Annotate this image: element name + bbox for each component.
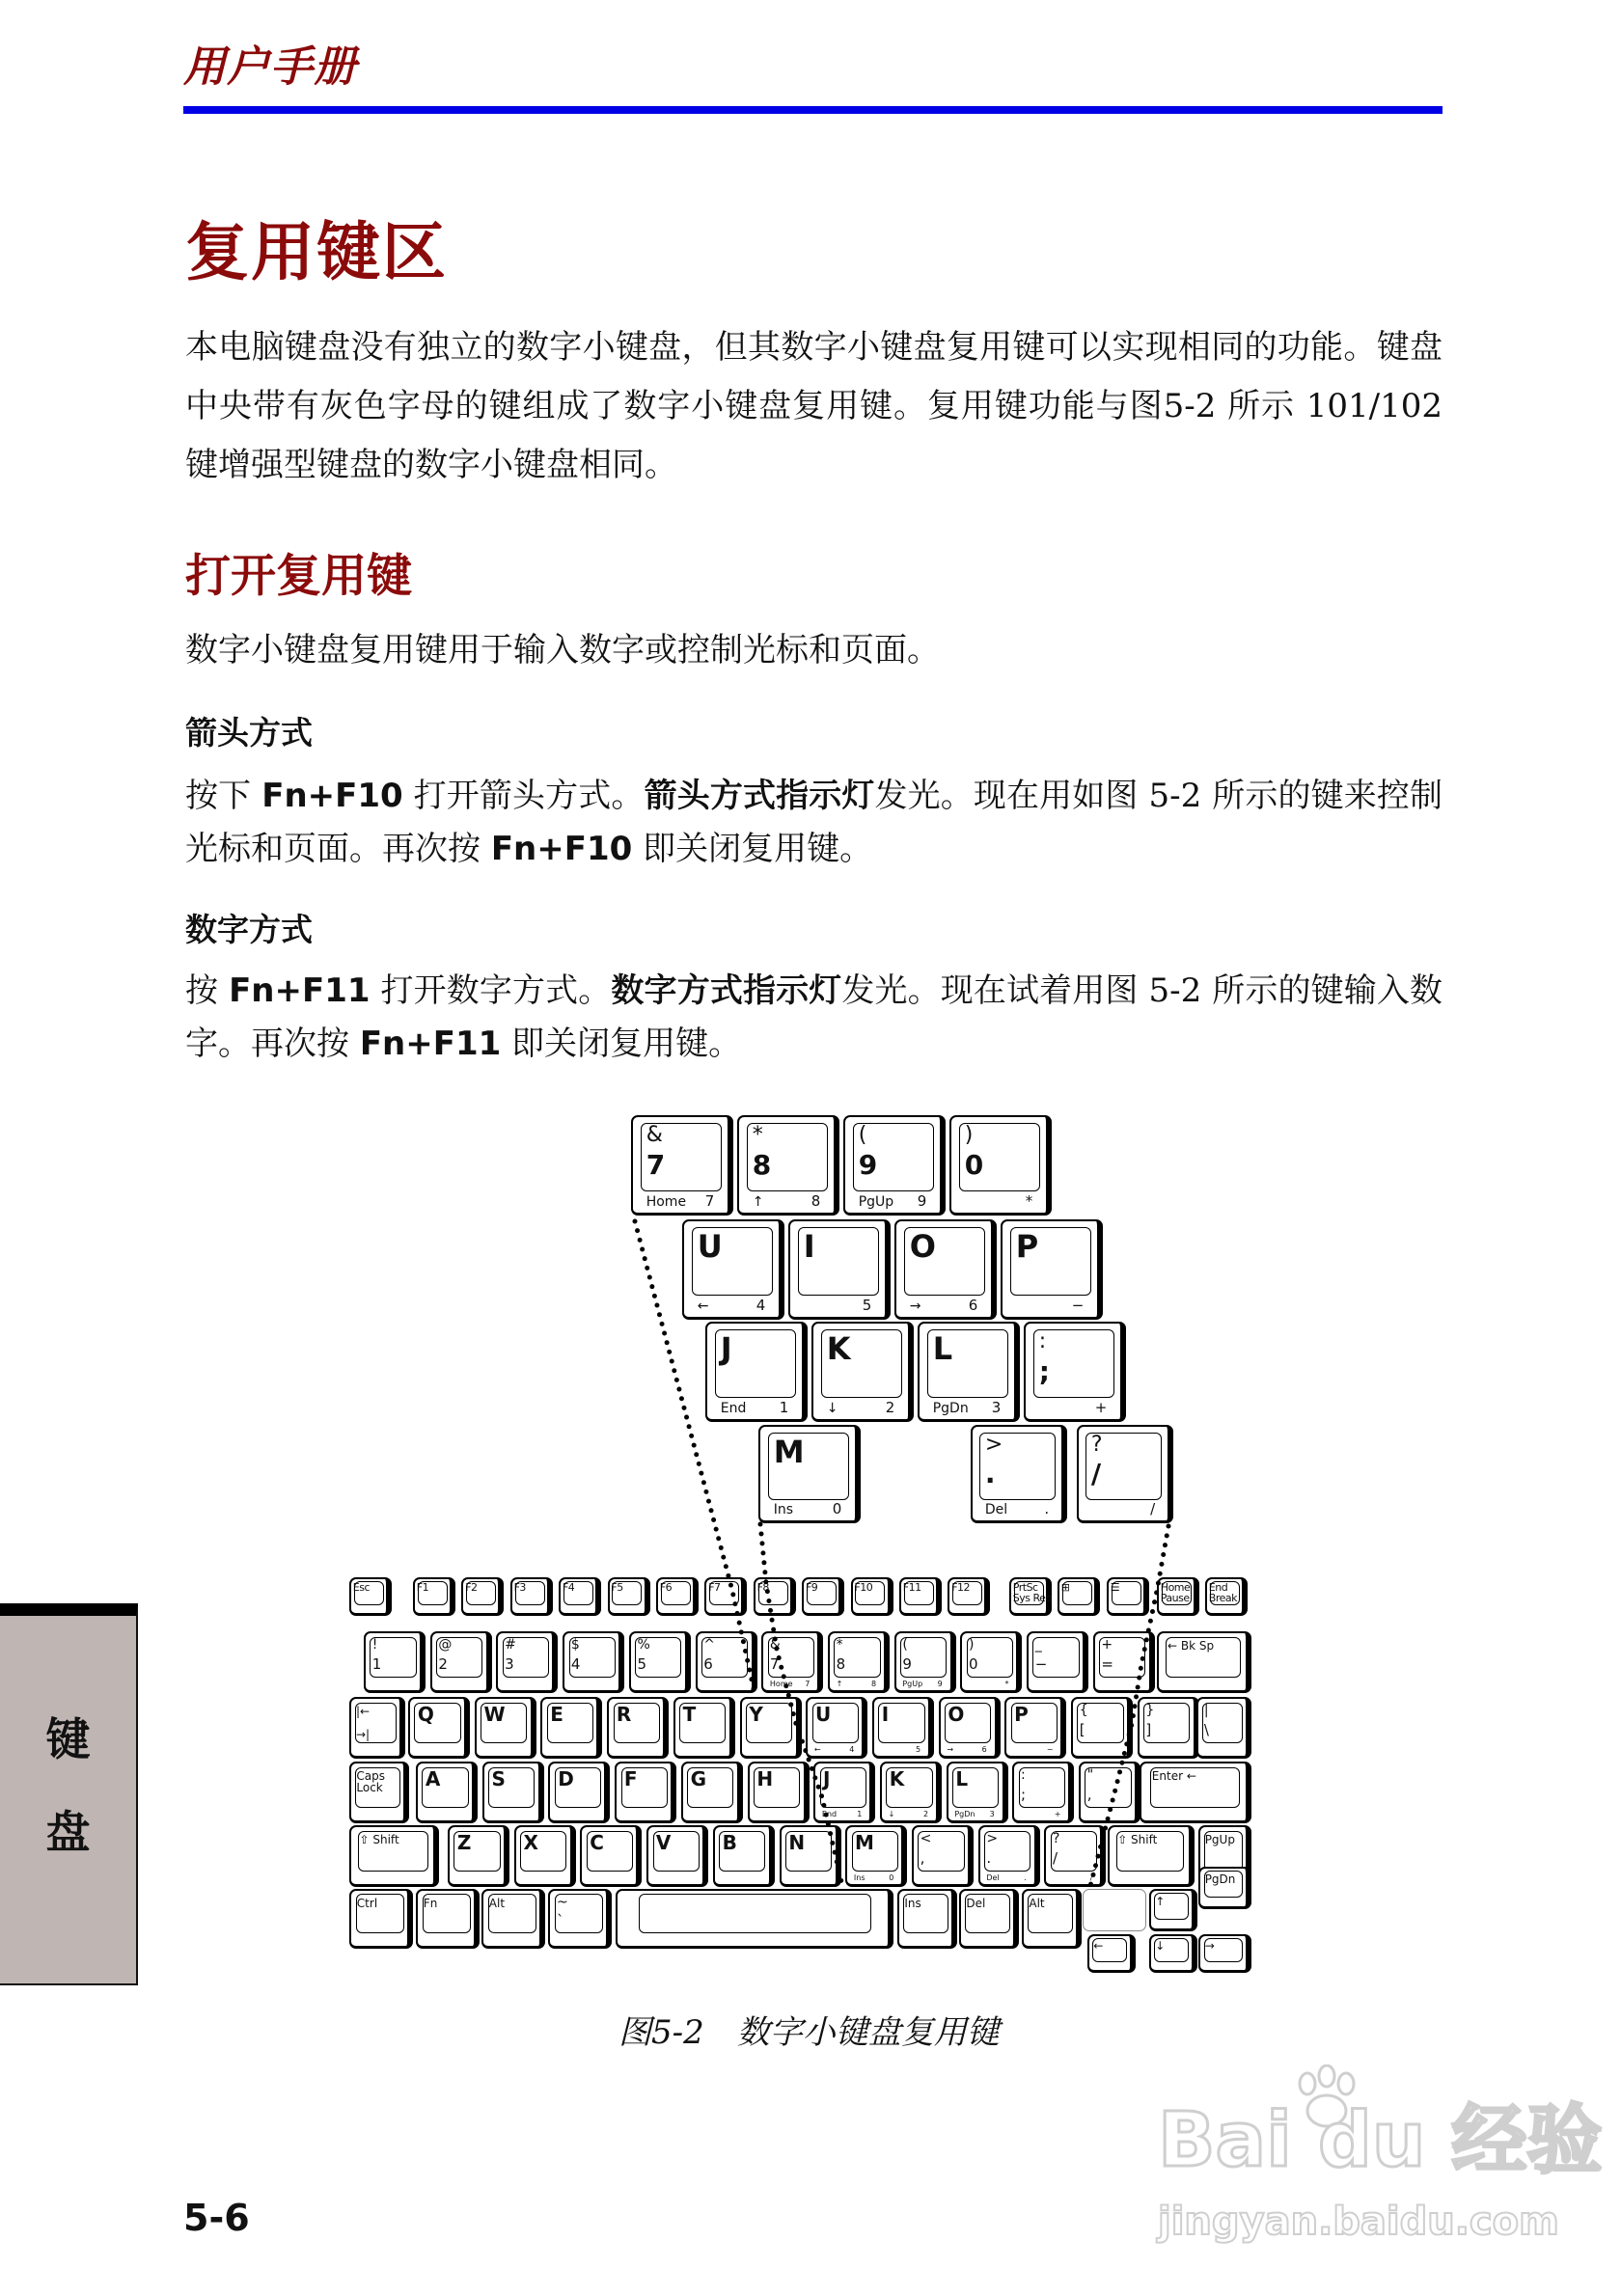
key-legend: ↑	[1155, 1894, 1166, 1908]
key-legend: Caps Lock	[356, 1769, 385, 1795]
key-legend: End	[720, 1401, 747, 1417]
key-legend: {	[1079, 1702, 1088, 1718]
key-legend: Del	[966, 1896, 986, 1910]
text: 发光。现在试着用图 5-2 所示的键输入数字。再次按	[185, 971, 1442, 1063]
key-legend: Enter ←	[1151, 1769, 1196, 1784]
key-legend: →	[1204, 1939, 1215, 1954]
callout-line-middle	[760, 1524, 842, 1886]
key-legend: PgDn	[954, 1810, 975, 1819]
key-combo: Fn+F10	[261, 777, 403, 815]
key-legend: ↓	[1155, 1939, 1166, 1954]
key-legend: 9	[902, 1654, 912, 1673]
key-legend: X	[523, 1830, 538, 1854]
key-legend: 8	[810, 1192, 821, 1211]
key-legend: R	[616, 1702, 632, 1726]
side-tab-char: 盘	[45, 1806, 91, 1858]
side-tab-char: 键	[45, 1713, 91, 1765]
key-legend: →	[909, 1298, 921, 1315]
key-legend: ↑	[836, 1680, 843, 1689]
key-legend: 2	[438, 1654, 448, 1673]
watermark-url: jingyan.baidu.com	[1158, 2200, 1559, 2244]
key-legend: F3	[513, 1580, 526, 1594]
key-legend: 4	[570, 1654, 581, 1673]
key-legend: 3	[505, 1654, 514, 1673]
key-legend: ⊞	[1060, 1580, 1070, 1594]
key-legend: ← Bk Sp	[1168, 1639, 1215, 1654]
key-legend: 4	[849, 1745, 855, 1755]
key-legend: 6	[968, 1297, 978, 1315]
key-legend: &	[646, 1122, 663, 1147]
key-legend: F	[623, 1766, 638, 1790]
key-combo: Fn+F11	[359, 1025, 502, 1063]
key-legend: _	[1034, 1636, 1042, 1653]
key-legend: End Break	[1208, 1580, 1238, 1604]
key-legend: 4	[756, 1297, 766, 1315]
key-legend: E	[550, 1702, 563, 1726]
key-legend: +	[1054, 1810, 1061, 1819]
key-legend: 7	[704, 1192, 715, 1211]
key-legend: ⇧ Shift	[1117, 1833, 1158, 1847]
key-legend: /	[1090, 1457, 1102, 1490]
key-legend: ,	[920, 1848, 925, 1867]
key-legend: 0	[964, 1148, 984, 1181]
key-legend: F5	[611, 1580, 623, 1594]
key-legend: 9	[917, 1192, 927, 1211]
key-legend: I	[803, 1227, 815, 1265]
key-legend: 7	[769, 1654, 780, 1673]
key-legend: ,	[1086, 1785, 1092, 1803]
key-legend: 3	[991, 1399, 1002, 1417]
key-legend: 9	[858, 1148, 878, 1181]
key-combo: Fn+F11	[229, 971, 371, 1010]
key-legend: +	[1094, 1399, 1108, 1417]
key-legend: !	[371, 1636, 378, 1653]
key-legend: /	[1150, 1500, 1156, 1518]
key-legend: >	[986, 1830, 999, 1846]
key-legend: Home	[769, 1680, 793, 1689]
subsection-title: 打开复用键	[185, 550, 412, 603]
key-legend: <	[920, 1830, 932, 1846]
key-legend: G	[690, 1766, 707, 1790]
key-legend: (	[902, 1636, 908, 1653]
key-legend: H	[756, 1766, 774, 1790]
key-legend: PgUp	[1204, 1833, 1235, 1847]
key-legend: T	[682, 1702, 697, 1726]
key-legend: Ins	[853, 1873, 865, 1883]
figure-caption: 图5-2 数字小键盘复用键	[618, 2013, 1000, 2052]
key-legend: :	[1038, 1328, 1047, 1353]
key-legend: End	[821, 1810, 838, 1819]
key-legend: $	[570, 1636, 580, 1653]
key-legend: |	[1203, 1702, 1209, 1718]
key-legend: Del	[986, 1873, 1000, 1883]
key-legend: 8	[752, 1148, 772, 1181]
intro-paragraph: 本电脑键盘没有独立的数字小键盘，但其数字小键盘复用键可以实现相同的功能。键盘中央带有灰色字母的键组成了数字小键盘复用键。复用键功能与图5-2 所示 101/102 键增强型键盘的数字小键盘相同。	[185, 328, 1442, 484]
key-legend: I	[881, 1702, 890, 1726]
key-legend: Alt	[488, 1896, 506, 1910]
key-legend: )	[964, 1122, 974, 1147]
key-legend: @	[438, 1636, 453, 1653]
indicator-name: 箭头方式指示灯	[644, 777, 875, 815]
key-legend: F11	[902, 1580, 921, 1594]
key-legend: Ins	[773, 1502, 794, 1518]
key-legend: C	[590, 1830, 604, 1854]
callout-line-right	[1090, 1526, 1168, 1886]
key-legend: S	[491, 1766, 506, 1790]
key-legend: PgDn	[932, 1401, 969, 1417]
key-legend: 5	[637, 1654, 647, 1673]
key-legend: F10	[854, 1580, 873, 1594]
key-legend: 0	[889, 1873, 894, 1883]
key-legend: ←	[813, 1745, 821, 1755]
key-legend: Ctrl	[356, 1896, 378, 1910]
key-legend: ⇧ Shift	[359, 1833, 399, 1847]
key-legend: 3	[989, 1810, 995, 1819]
key-legend: *	[836, 1636, 843, 1653]
callout-line-left	[635, 1221, 755, 1693]
key-legend: .	[986, 1848, 992, 1867]
key-legend: F6	[659, 1580, 673, 1594]
key-legend: )	[969, 1636, 975, 1653]
key-legend: V	[655, 1830, 672, 1854]
key-legend: }	[1145, 1702, 1155, 1718]
key-legend: [	[1079, 1720, 1085, 1738]
text: 即关闭复用键。	[632, 830, 873, 868]
key-legend: →	[947, 1745, 954, 1755]
watermark-logo: Bai du 经验	[1158, 2097, 1603, 2184]
key-legend: PgDn	[1204, 1872, 1236, 1886]
key-legend: F9	[805, 1580, 818, 1594]
key-legend: 0	[832, 1500, 842, 1518]
key-legend: F4	[562, 1580, 575, 1594]
key-legend: J	[720, 1329, 732, 1367]
key-legend: 5	[915, 1745, 921, 1755]
key-legend: −	[1071, 1297, 1085, 1315]
key-legend: ;	[1038, 1354, 1050, 1387]
key-legend: 1	[371, 1654, 382, 1673]
page-number: 5-6	[183, 2197, 250, 2239]
key-legend: 5	[862, 1297, 872, 1315]
key-legend: B	[722, 1830, 737, 1854]
text: 即关闭复用键。	[501, 1025, 742, 1063]
key-legend: ;	[1021, 1785, 1027, 1803]
key-legend: Home Pause	[1160, 1580, 1191, 1604]
key-legend: :	[1021, 1766, 1026, 1783]
subsection-paragraph: 数字小键盘复用键用于输入数字或控制光标和页面。	[185, 631, 940, 670]
key-legend: U	[697, 1227, 723, 1265]
text: 按	[185, 971, 230, 1010]
key-legend: =	[1101, 1654, 1113, 1673]
key-legend: 2	[885, 1399, 895, 1417]
key-legend: U	[815, 1702, 832, 1726]
key-legend: L	[932, 1329, 953, 1367]
text: 打开数字方式。	[370, 971, 612, 1010]
key-legend: ↓	[826, 1401, 838, 1417]
key-legend: ?	[1053, 1830, 1060, 1846]
numeric-mode-title: 数字方式	[185, 911, 313, 948]
running-header: 用户手册	[183, 42, 357, 92]
chapter-side-tab	[0, 1603, 138, 1985]
key-legend: F7	[708, 1580, 721, 1594]
key-legend: ~	[556, 1894, 568, 1910]
key-legend: (	[858, 1122, 867, 1147]
key-legend: 7	[646, 1148, 666, 1181]
section-title: 复用键区	[185, 215, 448, 289]
key-legend: |← →|	[356, 1705, 371, 1742]
key-legend: /	[1089, 1873, 1093, 1883]
key-legend: K	[826, 1329, 851, 1367]
key-legend: P	[1014, 1702, 1029, 1726]
key-legend: 8	[870, 1680, 877, 1689]
key-legend: Y	[749, 1702, 763, 1726]
key-legend: F12	[951, 1580, 971, 1594]
key-legend: M	[773, 1433, 805, 1470]
key-legend: #	[505, 1636, 516, 1653]
key-legend: K	[889, 1766, 905, 1790]
key-legend: 0	[969, 1654, 978, 1673]
key-legend: Alt	[1029, 1896, 1045, 1910]
key-legend: 1	[779, 1399, 789, 1417]
key-legend: &	[769, 1636, 781, 1653]
key-legend: Home	[646, 1194, 687, 1211]
key-legend: .	[1024, 1873, 1027, 1883]
key-legend: .	[1044, 1500, 1050, 1518]
key-legend: Ins	[904, 1896, 921, 1910]
key-legend: ↓	[888, 1810, 895, 1819]
key-legend: `	[556, 1911, 564, 1929]
key-legend: D	[558, 1766, 574, 1790]
text: 打开箭头方式。	[402, 777, 645, 815]
key-legend: 6	[703, 1654, 713, 1673]
key-legend: 9	[937, 1680, 943, 1689]
key-legend: *	[1025, 1192, 1033, 1211]
key-legend: 7	[805, 1680, 810, 1689]
key-legend: 8	[836, 1654, 846, 1673]
key-legend: O	[948, 1702, 965, 1726]
key-legend: PgUp	[858, 1194, 894, 1211]
key-legend: %	[637, 1636, 650, 1653]
key-legend: −	[1046, 1745, 1054, 1755]
key-legend: ?	[1090, 1432, 1103, 1457]
key-legend: *	[752, 1122, 763, 1147]
key-legend: PgUp	[902, 1680, 923, 1689]
key-legend: ↑	[752, 1194, 764, 1211]
key-legend: N	[788, 1830, 806, 1854]
key-legend: .	[984, 1457, 996, 1490]
key-legend: PrtSc Sys Req	[1012, 1580, 1052, 1604]
key-legend: W	[483, 1702, 506, 1726]
key-legend: P	[1015, 1227, 1039, 1265]
key-legend: 2	[922, 1810, 929, 1819]
key-legend: /	[1053, 1848, 1058, 1867]
key-legend: *	[1004, 1680, 1009, 1689]
text: 按下	[185, 777, 262, 815]
key-legend: L	[955, 1766, 969, 1790]
key-legend: ←	[697, 1298, 709, 1315]
text: 发光。现在用如图 5-2 所示的键来控制光标和页面。再次按	[185, 777, 1442, 868]
key-legend: J	[823, 1766, 831, 1790]
key-combo: Fn+F10	[490, 830, 633, 868]
key-legend: Q	[417, 1702, 434, 1726]
key-legend: >	[984, 1432, 1003, 1457]
key-legend: Fn	[423, 1896, 438, 1910]
key-legend: M	[855, 1830, 874, 1854]
key-legend: 1	[857, 1810, 863, 1819]
key-legend: F2	[465, 1580, 478, 1594]
arrow-mode-title: 箭头方式	[185, 714, 313, 752]
baidu-watermark	[1153, 2064, 1603, 2257]
key-legend: A	[425, 1766, 441, 1790]
key-legend: ^	[703, 1636, 715, 1653]
key-legend: +	[1101, 1636, 1113, 1653]
key-legend: ←	[1093, 1939, 1104, 1954]
key-legend: −	[1034, 1654, 1048, 1673]
key-legend: F8	[756, 1580, 769, 1594]
key-legend: ☰	[1110, 1580, 1120, 1594]
indicator-name: 数字方式指示灯	[611, 971, 842, 1010]
key-legend: Esc	[352, 1580, 371, 1594]
key-legend: O	[909, 1227, 936, 1265]
key-legend: F1	[416, 1580, 429, 1594]
key-legend: Del	[984, 1502, 1008, 1518]
key-legend: Z	[456, 1830, 472, 1854]
key-legend: \	[1203, 1720, 1209, 1738]
key-legend: ]	[1145, 1720, 1152, 1738]
key-legend: "	[1086, 1766, 1094, 1783]
key-legend: 6	[981, 1745, 987, 1755]
